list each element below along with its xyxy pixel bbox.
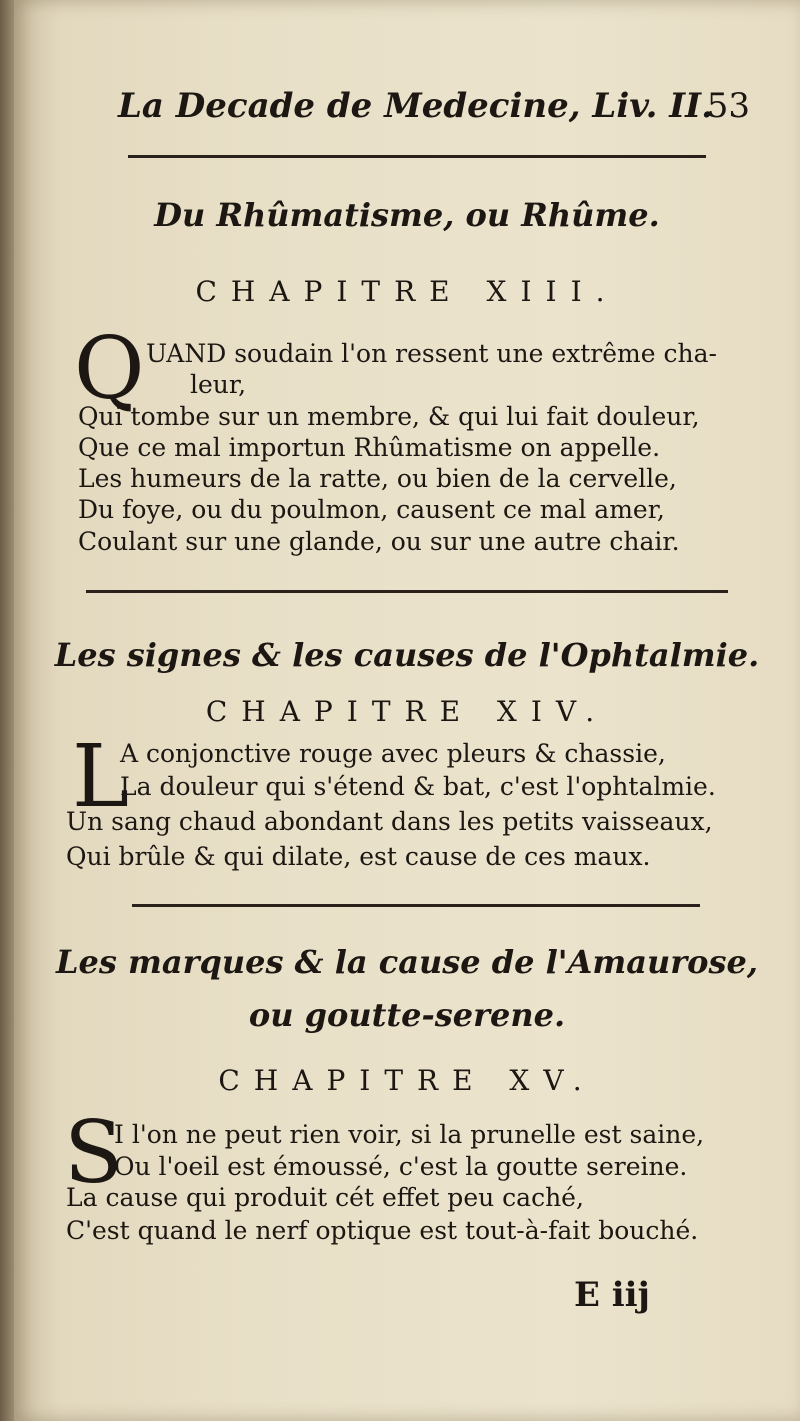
verse-line: Un sang chaud abondant dans les petits vaisseaux, xyxy=(66,807,713,836)
verse-line: La cause qui produit cét effet peu caché, xyxy=(66,1183,584,1212)
verse-line: Ou l'oeil est émoussé, c'est la goutte sereine. xyxy=(114,1152,688,1181)
verse-line: Coulant sur une glande, ou sur une autre chair. xyxy=(78,527,680,556)
verse-line: Du foye, ou du poulmon, causent ce mal amer, xyxy=(78,495,665,524)
book-page xyxy=(14,0,800,1421)
page-number: 53 xyxy=(706,86,750,126)
verse-line: Les humeurs de la ratte, ou bien de la cervelle, xyxy=(78,464,677,493)
verse-line: A conjonctive rouge avec pleurs & chassie, xyxy=(120,739,666,768)
drop-cap: L xyxy=(72,727,130,827)
section-title-amaurose: Les marques & la cause de l'Amaurose, xyxy=(56,943,758,981)
verse-line: Qui tombe sur un membre, & qui lui fait douleur, xyxy=(78,402,700,431)
chapter-heading-xiii: CHAPITRE XIII. xyxy=(195,275,619,308)
header-rule xyxy=(128,155,706,158)
section-rule xyxy=(86,590,728,593)
verse-line: UAND soudain l'on ressent une extrême cha- xyxy=(146,339,717,368)
verse-line: leur, xyxy=(190,370,247,399)
running-header xyxy=(118,86,758,136)
drop-cap: Q xyxy=(74,319,145,419)
section-title-rhumatisme: Du Rhûmatisme, ou Rhûme. xyxy=(154,196,660,234)
chapter-heading-xv: CHAPITRE XV. xyxy=(218,1064,596,1097)
section-title-ophtalmie: Les signes & les causes de l'Ophtalmie. xyxy=(54,636,760,674)
drop-cap: S xyxy=(64,1103,123,1203)
section-rule xyxy=(132,904,700,907)
verse-line: Que ce mal importun Rhûmatisme on appelle. xyxy=(78,433,661,462)
verse-line: I l'on ne peut rien voir, si la prunelle est saine, xyxy=(114,1120,705,1149)
running-title: La Decade de Medecine, Liv. II. xyxy=(118,86,713,126)
verse-line: La douleur qui s'étend & bat, c'est l'ophtalmie. xyxy=(120,772,716,801)
section-title-amaurose-line2: ou goutte-serene. xyxy=(248,996,566,1034)
verse-line: Qui brûle & qui dilate, est cause de ces maux. xyxy=(66,842,651,871)
book-gutter xyxy=(0,0,14,1421)
verse-line: C'est quand le nerf optique est tout-à-fait bouché. xyxy=(66,1216,699,1245)
chapter-heading-xiv: CHAPITRE XIV. xyxy=(205,695,609,728)
signature-mark: E iij xyxy=(574,1275,650,1315)
